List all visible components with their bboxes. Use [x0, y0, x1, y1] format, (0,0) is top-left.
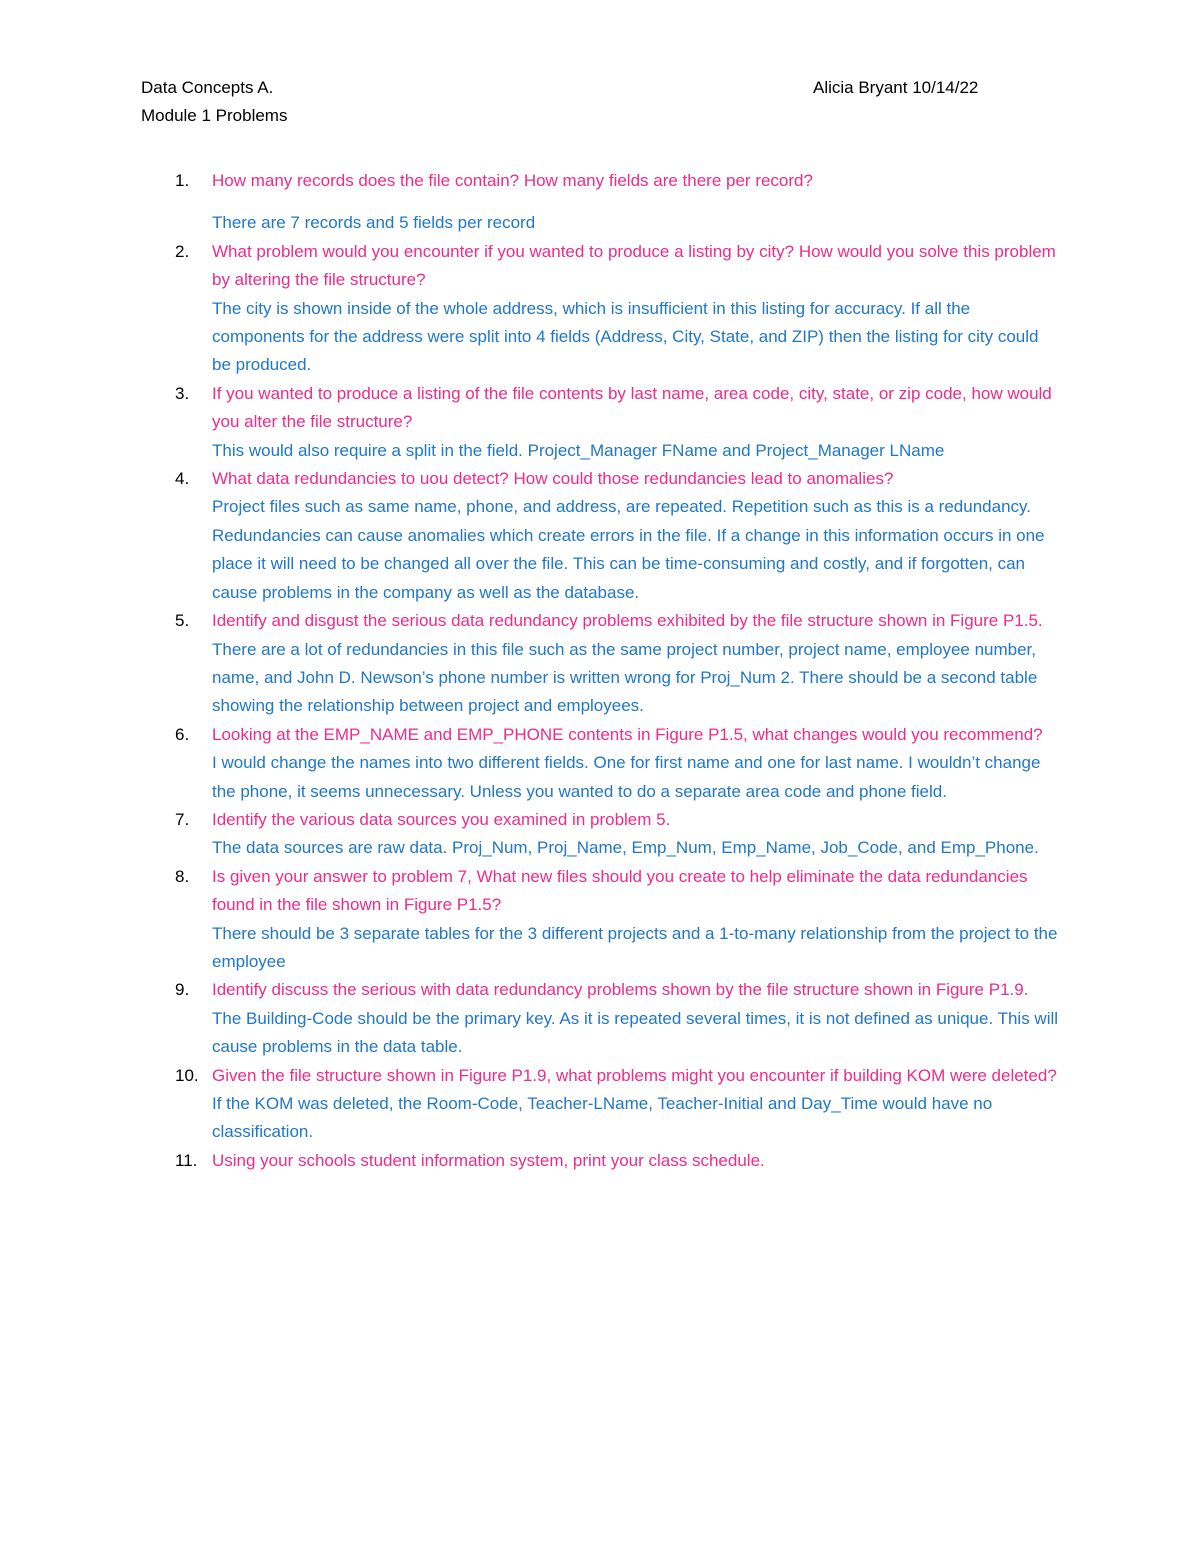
problem-item-1: [141, 167, 1061, 238]
problem-question: Identify and disgust the serious data redundancy problems exhibited by the file structure shown in Figure P1.5.: [212, 611, 1043, 631]
problem-item-11: [141, 1147, 1061, 1175]
problem-item-7: [141, 806, 1061, 863]
problem-number: 11.: [175, 1150, 198, 1170]
problem-question: What problem would you encounter if you wanted to produce a listing by city? How would you solve this problem by altering the file structure?: [212, 241, 1056, 290]
header-row: [141, 74, 1011, 102]
problem-question: What data redundancies to uou detect? How could those redundancies lead to anomalies?: [212, 469, 894, 489]
spacer: [212, 195, 1061, 209]
problem-number: 9.: [175, 980, 190, 1000]
problem-list: [141, 167, 1061, 1175]
module-title: Module 1 Problems: [141, 106, 288, 125]
course-title: Data Concepts A.: [141, 78, 274, 97]
problem-answer: Project files such as same name, phone, and address, are repeated. Repetition such as this is a redundancy. Redundancies can cause anomalies which create errors in the file. If a change in this information occurs in one place it will need to be changed all over the file. This can be time-consuming and costly, and if forgotten, can cause problems in the company as well as the database.: [212, 497, 1045, 602]
problem-item-10: [141, 1062, 1061, 1147]
problem-item-8: [141, 863, 1061, 977]
problem-item-4: [141, 465, 1061, 607]
problem-number: 4.: [175, 469, 190, 489]
problem-number: 8.: [175, 866, 190, 886]
problem-question: Identify discuss the serious with data redundancy problems shown by the file structure shown in Figure P1.9.: [212, 980, 1029, 1000]
problem-number: 7.: [175, 809, 190, 829]
problem-answer: The Building-Code should be the primary key. As it is repeated several times, it is not defined as unique. This will cause problems in the data table.: [212, 1008, 1059, 1057]
problem-number: 5.: [175, 611, 190, 631]
problem-number: 2.: [175, 241, 190, 261]
problem-question: Identify the various data sources you examined in problem 5.: [212, 809, 671, 829]
problem-number: 10.: [175, 1065, 199, 1085]
problem-item-3: [141, 380, 1061, 465]
problem-question: If you wanted to produce a listing of the file contents by last name, area code, city, state, or zip code, how would you alter the file structure?: [212, 383, 1052, 432]
problem-question: Using your schools student information system, print your class schedule.: [212, 1150, 765, 1170]
problem-question: Looking at the EMP_NAME and EMP_PHONE contents in Figure P1.5, what changes would you recommend?: [212, 724, 1043, 744]
problem-item-9: [141, 976, 1061, 1061]
problem-answer: I would change the names into two different fields. One for first name and one for last name. I wouldn’t change the phone, it seems unnecessary. Unless you wanted to do a separate area code and phone field.: [212, 753, 1041, 801]
problem-answer: There should be 3 separate tables for the 3 different projects and a 1-to-many relationship from the project to the employee: [212, 923, 1058, 971]
problem-answer: There are a lot of redundancies in this file such as the same project number, project name, employee number, name, and John D. Newson’s phone number is written wrong for Proj_Num 2. There should be a second table showing the relationship between project and employees.: [212, 639, 1038, 716]
problem-item-5: [141, 607, 1061, 721]
author-date: Alicia Bryant 10/14/22: [813, 78, 979, 97]
problem-item-6: [141, 721, 1061, 806]
problem-number: 3.: [175, 383, 190, 403]
problem-question: Given the file structure shown in Figure P1.9, what problems might you encounter if building KOM were deleted?: [212, 1065, 1057, 1085]
problem-question: How many records does the file contain? How many fields are there per record?: [212, 171, 813, 190]
problem-answer: The data sources are raw data. Proj_Num, Proj_Name, Emp_Num, Emp_Name, Job_Code, and Emp_Phone.: [212, 838, 1039, 858]
problem-item-2: [141, 238, 1061, 380]
problem-answer: This would also require a split in the field. Project_Manager FName and Project_Manager LName: [212, 440, 945, 460]
problem-answer: If the KOM was deleted, the Room-Code, Teacher-LName, Teacher-Initial and Day_Time would have no classification.: [212, 1094, 993, 1142]
problem-answer: The city is shown inside of the whole address, which is insufficient in this listing for accuracy. If all the components for the address were split into 4 fields (Address, City, State, and ZIP) then the listing for city could be produced.: [212, 298, 1039, 375]
header-row-module: [141, 102, 1011, 130]
problem-number: 6.: [175, 724, 190, 744]
problem-answer: There are 7 records and 5 fields per record: [212, 213, 536, 233]
document-header: [141, 74, 1011, 130]
problem-number: 1.: [175, 171, 190, 190]
problem-question: Is given your answer to problem 7, What new files should you create to help eliminate the data redundancies found in the file shown in Figure P1.5?: [212, 866, 1028, 915]
